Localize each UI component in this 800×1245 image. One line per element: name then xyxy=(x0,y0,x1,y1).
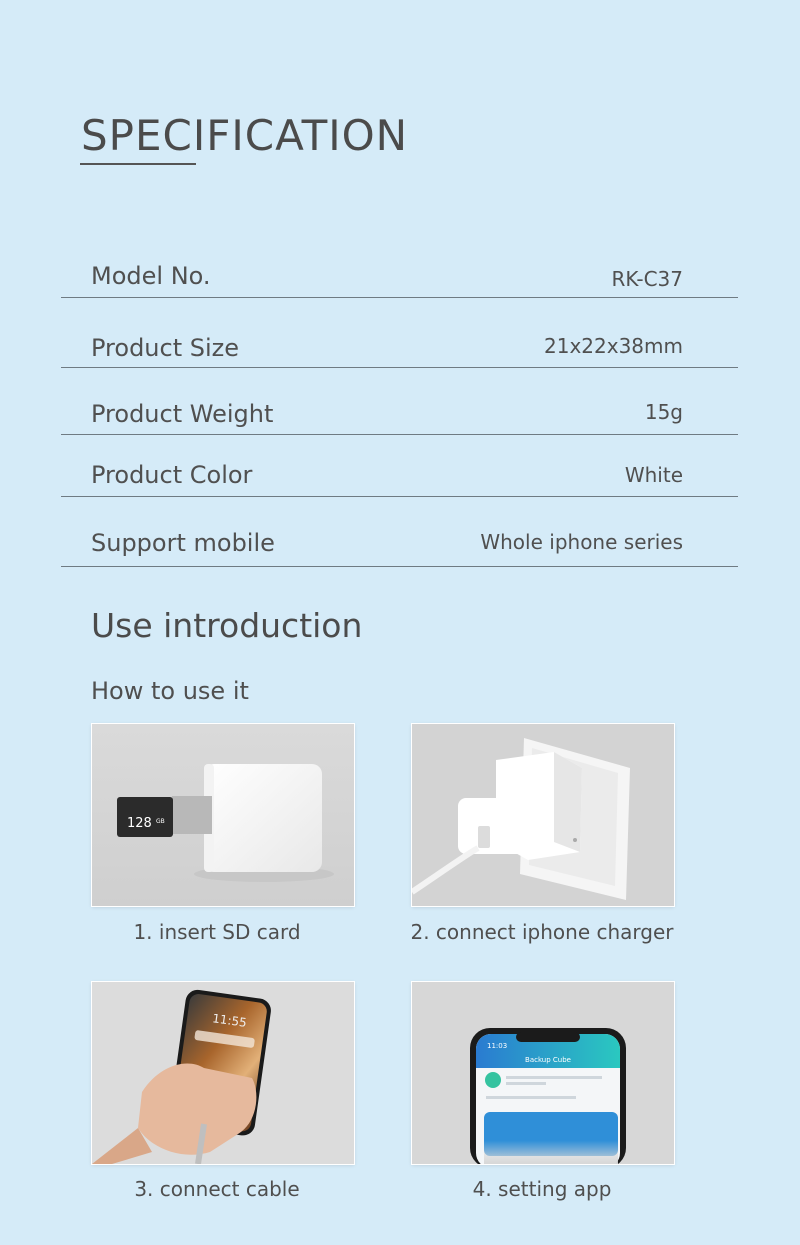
sub-heading: How to use it xyxy=(91,677,249,705)
spec-row-color xyxy=(61,456,738,497)
spec-row-support xyxy=(61,523,738,567)
app-title-text: Backup Cube xyxy=(525,1056,571,1064)
step-caption: 3. connect cable xyxy=(134,1177,300,1201)
svg-text:GB: GB xyxy=(156,818,165,825)
spec-value: 21x22x38mm xyxy=(544,334,683,358)
spec-label: Model No. xyxy=(91,262,211,290)
spec-value: Whole iphone series xyxy=(480,530,683,554)
sd-card-illustration xyxy=(92,724,354,906)
app-time-text: 11:03 xyxy=(487,1042,508,1050)
hand-phone-illustration xyxy=(92,982,354,1164)
spec-label: Product Color xyxy=(91,461,253,489)
step-image-setting-app xyxy=(412,982,674,1164)
step-caption: 4. setting app xyxy=(472,1177,612,1201)
spec-value: White xyxy=(624,463,683,487)
spec-label: Support mobile xyxy=(91,529,275,557)
spec-value: 15g xyxy=(644,400,683,424)
step-image-insert-sd-card xyxy=(92,724,354,906)
sd-card-label: 128 xyxy=(127,816,152,831)
step-caption: 2. connect iphone charger xyxy=(410,920,674,944)
spec-label: Product Size xyxy=(91,334,240,362)
section-heading: Use introduction xyxy=(91,606,363,645)
spec-label: Product Weight xyxy=(91,400,274,428)
app-screen-illustration xyxy=(412,982,674,1164)
spec-value: RK-C37 xyxy=(611,267,683,291)
charger-illustration xyxy=(412,724,674,906)
spec-row-weight xyxy=(61,394,738,435)
spec-row-model xyxy=(61,256,738,298)
step-caption: 1. insert SD card xyxy=(133,920,301,944)
step-image-connect-charger xyxy=(412,724,674,906)
spec-row-size xyxy=(61,326,738,368)
phone-time-text: 11:55 xyxy=(211,1011,248,1030)
step-image-connect-cable xyxy=(92,982,354,1164)
page-title: SPECIFICATION xyxy=(81,111,409,160)
title-underline xyxy=(80,163,196,165)
